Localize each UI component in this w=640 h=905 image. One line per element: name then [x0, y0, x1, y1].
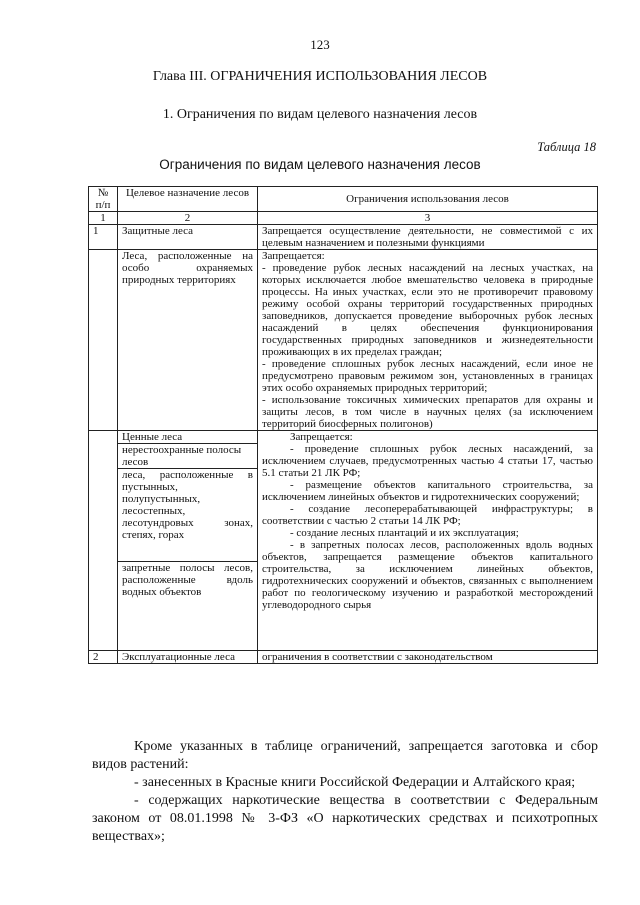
row-purpose: леса, расположенные в пустынных, полупустынных, лесостепных, лесотундровых зонах, степях, горах: [118, 469, 258, 562]
row-restriction: Запрещается осуществление деятельности, не совместимой с их целевым назначением и полезными функциями: [258, 225, 598, 250]
list-item: - проведение сплошных рубок лесных насаждений, если иное не предусмотрено правовым режимом зон, установленных в границах этих особо охраняемых природных территорий;: [262, 358, 593, 394]
table-row: [89, 225, 598, 250]
list-item: - содержащих наркотические вещества в соответствии с Федеральным законом от 08.01.1998 № 3-ФЗ «О наркотических средствах и психотропных веществах»;: [92, 793, 598, 844]
list-item: Запрещается:: [290, 431, 353, 443]
row-purpose: Эксплуатационные леса: [118, 651, 258, 664]
row-purpose: Защитные леса: [118, 225, 258, 250]
colnum-1: 1: [89, 212, 118, 225]
header-num: № п/п: [89, 187, 118, 212]
table-row: [89, 651, 598, 664]
colnum-2: 2: [118, 212, 258, 225]
list-item: - в запретных полосах лесов, расположенных вдоль водных объектов, запрещается размещение объектов капитального строительства, за исключением линейных объектов, гидротехнических сооружений и объектов, связанных с выполнением работ по геологическому изучению и разработкой месторождений углеводородного сырья: [262, 539, 593, 611]
restrictions-table: [88, 186, 598, 664]
list-item: - размещение объектов капитального строительства, за исключением линейных объектов и гидротехнических сооружений;: [262, 479, 593, 503]
row-restriction-list: [258, 431, 598, 651]
list-item: - использование токсичных химических препаратов для охраны и защиты лесов, в том числе в научных целях (за исключением территорий биосферных полигонов): [262, 394, 593, 430]
row-number: 1: [89, 225, 118, 250]
list-item: - проведение сплошных рубок лесных насаждений, за исключением случаев, предусмотренных частью 4 статьи 17, частью 5.1 статьи 21 ЛК РФ;: [262, 443, 593, 479]
list-item: - проведение рубок лесных насаждений на лесных участках, на которых исключается любое вмешательство человека в природные процессы. На иных участках, если это не противоречит правовому режиму особой охраны территорий государственных природных заповедников, допускается проведение выборочных рубок лесных насаждений в целях обеспечения функционирования государственных природных заповедников и жизнедеятельности проживающих в их пределах граждан;: [262, 262, 593, 358]
list-item: - создание лесоперерабатывающей инфраструктуры; в соответствии с частью 2 статьи 14 ЛК РФ;: [262, 503, 593, 527]
table-caption: Ограничения по видам целевого назначения лесов: [159, 157, 481, 172]
row-purpose: нерестоохранные полосы лесов: [118, 444, 258, 469]
table-colnum-row: [89, 212, 598, 225]
header-restrictions: Ограничения использования лесов: [258, 187, 598, 212]
section-title: 1. Ограничения по видам целевого назначения лесов: [162, 107, 478, 122]
body-text: [92, 738, 598, 846]
list-item: Запрещается:: [262, 250, 325, 262]
page-number: 123: [310, 37, 330, 52]
row-purpose: запретные полосы лесов, расположенные вдоль водных объектов: [118, 562, 258, 651]
chapter-title: Глава III. ОГРАНИЧЕНИЯ ИСПОЛЬЗОВАНИЯ ЛЕСОВ: [152, 69, 488, 84]
row-number: 2: [89, 651, 118, 664]
row-restriction: ограничения в соответствии с законодательством: [258, 651, 598, 664]
table-header-row: [89, 187, 598, 212]
header-purpose: Целевое назначение лесов: [118, 187, 258, 212]
table-row: [89, 431, 598, 444]
empty-cell: [89, 431, 118, 651]
row-restriction-list: [258, 250, 598, 431]
table-row: [89, 250, 598, 431]
list-item: - создание лесных плантаций и их эксплуатация;: [290, 527, 519, 539]
row-purpose: Ценные леса: [118, 431, 258, 444]
table-label: Таблица 18: [537, 140, 596, 154]
colnum-3: 3: [258, 212, 598, 225]
row-purpose: Леса, расположенные на особо охраняемых природных территориях: [118, 250, 258, 431]
body-paragraph: Кроме указанных в таблице ограничений, запрещается заготовка и сбор видов растений:: [92, 739, 598, 772]
empty-cell: [89, 250, 118, 431]
list-item: - занесенных в Красные книги Российской Федерации и Алтайского края;: [134, 775, 576, 790]
